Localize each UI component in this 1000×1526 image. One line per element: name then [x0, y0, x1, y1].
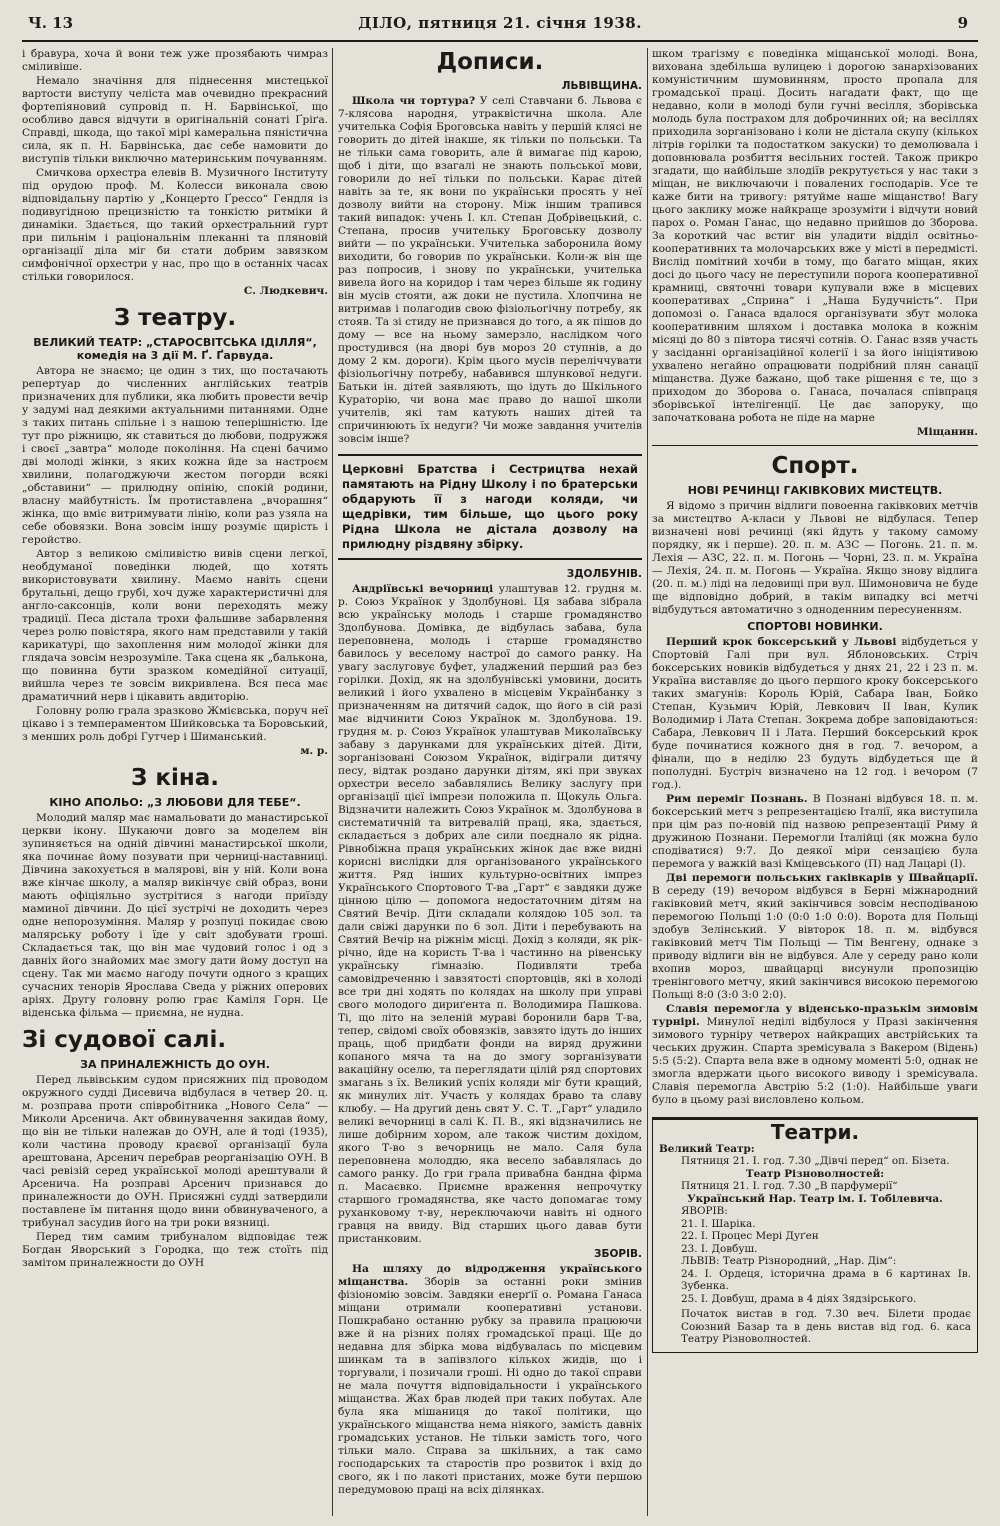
article-paragraph: Немало значіння для піднесення мистецької вартости виступу челіста мав очевидно прекрасний фортепіяновий супровід п. Н. Барвінської, що особливо дався відчути в оригінальній сонаті Ґріґа. Справді, шкода, що такої мірі камеральна пяністична сила, як п. Н. Барвінська, дає себе намовити до виступів тільки виключно материнським почуванням.: [22, 75, 328, 165]
article-paragraph: Смичкова орхестра елевів В. Музичного Інституту під орудою проф. М. Колесси виконала свою відповідальну партію у „Концерто Ґрессо“ Гендля із подивугідною прецизністю та тонкістю ритміки й динаміки. Здається, що такий орхестральний гурт при пильнім і раціональнім плеканні та пляновій організації діла міг би стати добрим завязком симфонічної орхестри у нас, про що в останніх часах стільки говорилося.: [22, 167, 328, 283]
column-left: [22, 48, 328, 1516]
venue-name: Український Нар. Театр ім. І. Тобілевича.: [687, 1192, 943, 1205]
author-signature: Міщанин.: [916, 426, 978, 438]
news-lead: Дві перемоги польських гаківкарів у Швайцарії.: [666, 872, 978, 884]
listing-line: Пятниця 21. І. год. 7.30 „Дівчі перед“ оп. Бізета.: [681, 1155, 950, 1167]
news-text: В Познані відбувся 18. п. м. боксерський метч з репрезентацією Італії, яка виступила при цім раз по-новій під назвою репрезентації Риму й дружиною Познани. Перемогли Італійці (як можна було сподіватися) 9:7. До деякої міри сензацією була перемога у важкій вазі Кміцевського (П) над Лацарі (І).: [652, 793, 978, 870]
issue-number: Ч. 13: [28, 14, 74, 32]
news-lead: Рим переміг Познань.: [666, 793, 808, 805]
listing-note: Початок вистав в год. 7.30 веч. Білети продає Союзний Базар та в день вистав від год. 6. каса Театру Різноволностей.: [681, 1308, 971, 1345]
listing-line: ЯВОРІВ:: [681, 1205, 728, 1217]
venue-name: Великий Театр:: [659, 1142, 755, 1155]
news-item: [652, 872, 978, 1002]
author-signature: м. р.: [300, 745, 328, 757]
article-lead: На шляху до відродження українського міщанства.: [338, 1263, 642, 1288]
article-subheading: НОВІ РЕЧИНЦІ ГАКІВКОВИХ МИСТЕЦТВ.: [687, 484, 943, 497]
listing-line: 24. І. Ордеця, історична драма в 6 картинах Ів. Зубенка.: [681, 1267, 971, 1292]
article-paragraph: Я відомо з причин відлиги повоенна гаківкових метчів за мистецтво А-класи у Львові не відбулася. Тепер визначені нові речинці (які йдуть у такому самому порядку, як і перше). 20. п. м. АЗС — Погонь. 21. п. м. Лехія — АЗС, 22. п. м. Погонь — Чорні, 23. п. м. Україна — Лехія, 24. п. м. Погонь — Україна. Якщо знову відлига (20. п. м.) ліді на ледовищі при вул. Шимоновича не буде ще відповідно добрий, в такім випадку всі метчі відбудуться автоматично з одноденним пересуненням.: [652, 500, 978, 616]
listing-line: 25. І. Довбуш, драма в 4 діях Зядзірського.: [681, 1292, 917, 1305]
news-item: [652, 793, 978, 871]
author-signature: С. Людкевич.: [243, 285, 328, 297]
column-divider: [647, 48, 648, 1516]
listing-line: 22. І. Процес Мері Дуґен: [681, 1230, 819, 1242]
listing-line: 23. І. Довбуш.: [681, 1242, 758, 1255]
article-paragraph: Молодий маляр має намальовати до манастирської церкви ікону. Шукаючи довго за моделем він зупиняється на одній дівчині манастирської школи, яка починає йому позувати при черниці-наставниці. Дівчина закохується в малярові, він у ній. Коли вона вже кінчає школу, а маляр викінчує свій образ, вони мають офіціяльно зустрітися з нагоди приїзду маминої дівчини. До цієї зустрічі не доходить через одне непорозуміння. Маляр у розпуці покидає свою малярську роботу і їде у світ здобувати гроші. Складається так, що він має чудовий голос і од з давніх його знайомих має змогу дати йому доступ на сцену. Так ми маємо нагоду почути одного з кращих сучасних тенорів Ярослава Сведа у ріжних оперових аріях. Другу головну ролю грає Каміля Горн. Це віденська фільма — приємна, не нудна.: [22, 812, 328, 1019]
region-label: ЗДОЛБУНІВ.: [566, 568, 642, 580]
article-lead: Школа чи тортура?: [352, 95, 476, 107]
listing-line: 21. І. Шаріка.: [681, 1217, 756, 1230]
article-subheading: ВЕЛИКИЙ ТЕАТР: „СТАРОСВІТСЬКА ІДІЛЛЯ“, комедія на 3 дії М. Ґ. Ґарвуда.: [33, 336, 317, 362]
listing-line: Пятниця 21. І. год. 7.30 „В парфумерії“: [681, 1180, 898, 1192]
article-paragraph: і бравура, хоча й вони теж уже прозябають чимраз сміливіше.: [22, 48, 328, 73]
article-text: У селі Ставчани б. Львова є 7-клясова народня, утраквістична школа. Але учителька Софія Броговська навіть у першій клясі не говорить до дітей інакше, як тільки по польськи. Та не тільки сама говорить, але й вимагає під карою, щоб і діти, що взагалі не знають польської мови, говорили до неї тільки по польськи. Карає дітей навіть за те, як вони по українськи просять у неї дозволу вийти на сторону. Між іншим трапився такий випадок: учень І. кл. Степан Добрівецький, с. Степана, просив учительку Броговську дозволу вийти — по українськи. Учителька заборонила йому виходити, бо говорив по українськи. Коли-ж він ще раз попросив, і знову по українськи, учителька вивела його на коридор і там через більше як годину він мусів стояти, аж доки не пустила. Хлопчина не витримав і полагодив свою фізіольогічну потребу, як стояв. Та зі стиду не признався до того, а як пішов до дому — все на ньому замерзло, наслідком чого простудився (на дворі був мороз 20 ступнів, а до дому 2 км. дороги). Крім цього мусів переліччувати фізіольогічну потребу, набавився шлункової недуги. Батьки ін. дітей заявляють, що ідуть до Шкільного Кураторію, чи вона має право до нашої школи учителів, які там катують наших дітей та спричинюють їх недуги? Чи може завдання учителів зовсім інше?: [338, 95, 642, 445]
news-item: [652, 636, 978, 792]
news-text: В середу (19) вечором відбувся в Берні міжнародний гаківковий метч, який закінчився зовсім несподіваною перемогою Польщі 1:0 (0:0 1:0 0:0). Ворота для Польщі здобув Зелінський. У вівторок 18. п. м. відбувся гаківковий метч Тім Польщі — Тім Венгену, однаке з приводу відлиги він не відбувся. Але у середу рано коли вхопив мороз, швайцарці висунули пропозицію тренінгового метчу, який закінчився високою перемогою Польщі 8:0 (3:0 3:0 2:0).: [652, 885, 978, 1001]
article-paragraph: Перед тим самим трибуналом відповідає теж Богдан Яворський з Городка, що теж стоїть під замітом приналежности до ОУН: [22, 1231, 328, 1269]
article-paragraph: Головну ролю грала зразково Жмієвська, поруч неї цікаво і з темпераментом Шийковська та Боровський, з менших роль добрі Гутчер і Шиманський.: [22, 705, 328, 743]
article-lead: Андріївські вечорниці: [352, 583, 494, 595]
article-subheading: СПОРТОВІ НОВИНКИ.: [747, 620, 883, 633]
news-text: Минулої неділі відбулося у Празі закінчення зимового турніру четверох найкращих австрійських та чеських дружин. Спарта зремісувала з Вакером (Відень) 5:5 (5:2). Спарта вела вже в одному моменті 5:0, однак не змогла вдержати цього високого виводу і зремісувала. Славія перемогла Австрію 5:2 (1:0). Найбільше уваги було в цьому разі висловлено кольом.: [652, 1016, 978, 1106]
section-heading-theatre: З театру.: [113, 305, 237, 331]
section-heading-court: Зі судової салі.: [22, 1027, 227, 1053]
article-text: Зборів за останні роки змінив фізіономію зовсім. Завдяки енерґії о. Романа Ганаса міщани отримали кооперативні установи. Пошкрабано останню рубку за правила працюючи вже й на різних полях громадської праці. Ще до недавна для збірка мова відбувалась по місцевим шинкам та в запівзлого кількох жидів, що і торгували, і позичали гроші. Ні одно до такої справи не мала почуття відповідальности і українського міщанства. Жах брав людей при таких побутах. Але була яка мішаниця до такої політики, що українського міщанства нема ніякого, замість давніх громадських установ. Не тільки замість того, чого тільки мало. Справа за шкільних, а так само господарських та старостів про розвиток і вхід до свого, як і по лакоті пристаних, може бути першою передумовою праці на всіх ділянках.: [338, 1276, 642, 1496]
article-text: улаштував 12. грудня м. р. Союз Українок у Здолбунові. Ця забава зібрала всю українську молодь і старше громадянство Здолбунова. Домівка, де відбулась забава, була переповнена, молодь і старше громадянство бавилось у веселому настрої до самого ранку. На увагу заслуговує буфет, уладжений перший раз без горілки. Дохід, як на здолбунівські умовини, досить великий і його ухвалено в місцевім Українбанку з призначенням на дитячий садок, що його в сій разі має відчинити Союз Українок м. Здолбунова. 19. грудня м. р. Союз Українок улаштував Миколаївську забаву з дарунками для українських дітей. Діти, зорганізовані Союзом Українок, відіграли дитячу песу, відтак роздано дарунки дітям, які при звуках орхестри весело забавлялись Велику заслугу при організації цієї імпрези положила п. Щокуль Ольга. Відзначити належить Союз Українок м. Здолбунова в систематичній та витревалій праці, яка, здається, складається з добрих але сили поєднало як рідна. Рівнобіжна праця українських жінок дає вже видні корисні вислідки для організованого українського життя. Ряд інших культурно-освітних імпрез Українського Спортового Т-ва „Гарт“ є завдяки дуже цінною цілю — допомога недостаточним дітям на Святий Вечір. Діти складали колядою 105 зол. та дали свіжі дарунки по 6 зол. Діти і перебувають на Святий Вечір на ріжнім місці. Дохід з коляди, як рік-річно, йде на користь Т-ва і частинно на рівенську українську ґімназію. Подивляти треба самовідреченню і завзятості спортовців, які в холоді все три дні ходять по колядах на школу при управі свого молодого дириґента п. Володимира Пашкова. Ті, що літо на зеленій мураві боронили барв Т-ва, тепер, свідомі своїх обовязків, завзято ідуть до інших праць, щоб придбати фонди на виряд дружини копаного мяча та на до змогу зорганізувати вакаційну оселю, та переглядати цілій ряд спортових змагань з їх. Великий успіх коляди міг бути кращий, як минулих літ. Участь у колядах браво та славу клюбу. — На другий день свят У. С. Т. „Гарт“ уладило великі вечорниці в салі К. П. В., які відзначились не лише добірним хором, але також чистим дохідом, якого Т-во з вечорниць не мало. Саля була переповнена молоддю, яка весело забавлялась до самого ранку. До гри грала привабна бандна фірма п. Масаєвко. Приємне враження непрочутку старшого громадянства, яке часто допомагає тому руханковому т-ву, нереключаючи навіть ні одного гравця на ввиду. Від старших цього давав бути пристанковим.: [338, 583, 642, 1245]
column-middle: [338, 48, 642, 1516]
column-right: [652, 48, 978, 1516]
theatre-listings-box: [652, 1117, 978, 1353]
venue-name: Театр Різноволностей:: [745, 1167, 885, 1180]
article-paragraph: шком трагізму є поведінка міщанської молоді. Вона, вихована здебільша вулицею і дорогою занархізованих комуністичним шумовинням, просто пропала для громадської праці. Досить нагадати факт, що ще недавно, коли в молоді були гучні весілля, зборівська молодь була пострахом для доброчинних ой; на весіллях приходила зорганізовано і коли не дістала скупу (кількох літрів горілки та подостатком закуски) то демолювала і доповнювала розбиття весільних гостей. Також прикро згадати, що найбільше злодіїв рекрутується у нас таки з міщан, не виключаючи і повалених господарів. Усе те каже бити на тривогу: рятуйме наше міщанство! Вагу цього заклику може найкраще зрозуміти і відчути новий парох о. Роман Ганас, що недавно прийшов до Зборова. За короткий час встиг він уладити відділ освітньо-кооперативних та молочарських вже у місті в передмісті. Вислід помітний хочби в тому, що багато міщан, яких досі до цього часу не переступили порога кооперативної крамниці, святочні товари купували вже в місцевих кооперативах „Сприна“ і „Наша Будучність“. При допомозі о. Ганаса вдалося організувати збут молока кооперативним шляхом і доставка молока в кожнім місяці до 80 з півтора тисячі сотнів. О. Ганас взяв участь у засіданні організаційної колегії і за його ініціятивою ухвалено негайно опрацювати подрібний плян санації міщанства. Дуже бажано, щоб таке рішення є те, що з приходом до Зборова о. Ганаса, почалася співпраця зборівської інтелігенції. Це дає запоруку, що започаткована робота не піде на марне: [652, 48, 978, 424]
region-label: ЛЬВІВЩИНА.: [561, 80, 642, 92]
section-heading-sport: Спорт.: [771, 453, 859, 479]
section-heading-cinema: З кіна.: [131, 765, 219, 791]
notice-box: Церковні Братства і Сестрицтва нехай памятають на Рідну Школу і по братерськи обдарують її з нагоди коляди, чи щедрівки, тим більше, що цього року Рідна Школа не дістала дозволу на прилюдну різдвяну збірку.: [338, 454, 642, 560]
column-divider: [332, 48, 333, 1516]
page-number: 9: [957, 14, 968, 32]
article-paragraph: Автора не знаємо; це один з тих, що постачають репертуар до численних англійських театрів призначених для публики, яка любить провести вечір у задумі над деякими актуальними питаннями. Одне з таких питань спільне і з нашою теперішністю. Іде тут про ріжницю, як ставиться до любови, подружжя і своєї „завтра“ молоде покоління. На сцені бачимо дві молоді жінки, з яких кожна йде за настроєм хвилини, полагоджуючи жестом погорди всякі „обставини“ — прилюдну опінію, спокій родини, власну майбутність. Їм протиставлена „вчорашня“ жінка, що вміє витримувати лінію, коли раз узяла на себе обовязки. Вона зовсім іншу розуміє щирість і геройство.: [22, 365, 328, 546]
news-lead: Перший крок боксерський у Львові: [666, 636, 897, 648]
region-label: ЗБОРІВ.: [594, 1248, 642, 1260]
news-item: [652, 1003, 978, 1107]
article-subheading: КІНО АПОЛЬО: „З ЛЮБОВИ ДЛЯ ТЕБЕ“.: [49, 796, 301, 809]
article-paragraph: Перед львівським судом присяжних під проводом окружного судді Дисевича відбулася в четвер 20. ц. м. розправа проти співробітника „Нового Села“ — Миколи Арсенича. Акт обвинувачення закидав йому, що він не тільки належав до ОУН, але й тоді (1935), коли частина проводу краєвої організації була арештована, Арсенич перебрав реорганізацію ОУН. В часі ревізій серед української молоді арештували й Арсенича. На розправі Арсенич признався до приналежности до ОУН. Присяжні судді затвердили поставлене їм питання щодо вини обвинуваченого, а трибунал засудив його на три роки вязниці.: [22, 1074, 328, 1229]
theatre-listings-title: Театри.: [770, 1120, 860, 1144]
page-header: [22, 10, 978, 42]
news-lead: Славія перемогла у віденсько-празькім зимовім турнірі.: [652, 1003, 978, 1028]
masthead-date: ДІЛО, пятниця 21. січня 1938.: [358, 14, 642, 32]
article-paragraph: Автор з великою сміливістю вивів сцени легкої, необдуманої поведінки людей, що хотять використовувати хвилину. Маємо навіть сцени брутальні, дещо грубі, хоч дуже характеристичні для англо-саксонців, коли вони переходять межу традиції. Песа дістала трохи фальшиве забарвлення через ролю повістяра, якого нам представили у такій карикатурі, що захоплення ним молодої жінки для глядача зовсім незрозуміле. Така сцена як „балькона, що повинна бути зразком комедійної ситуації, вийшла через те зовсім викривлена. Вся песа має драматичний нерв і цікавить авдиторію.: [22, 548, 328, 703]
news-text: відбудеться у Спортовій Галі при вул. Яблоновських. Стріч боксерських новиків відбудеться у днях 21, 22 і 23 п. м. Україна виставляє до цього першого кроку боксерського таких змагунів: Король Юрій, Сабара Іван, Бойко Степан, Кузьмич Юрій, Левкович ІІ Іван, Кулик Володимир і Лата Степан. Зокрема добре заповідаються: Сабара, Левкович ІІ і Лата. Перший боксерський крок буде починатися кожного дня в год. 7. вечором, а фінали, що в неділю 23 будуть відбудеться ще й пополудні. Бустріч визначено на 12 год. і вечором (7 год.).: [652, 636, 978, 791]
section-heading-correspondence: Дописи.: [436, 49, 544, 75]
article-subheading: ЗА ПРИНАЛЕЖНІСТЬ ДО ОУН.: [80, 1058, 270, 1071]
listing-line: ЛЬВІВ: Театр Різнородний, „Нар. Дім“:: [681, 1255, 897, 1267]
divider: [652, 445, 978, 446]
